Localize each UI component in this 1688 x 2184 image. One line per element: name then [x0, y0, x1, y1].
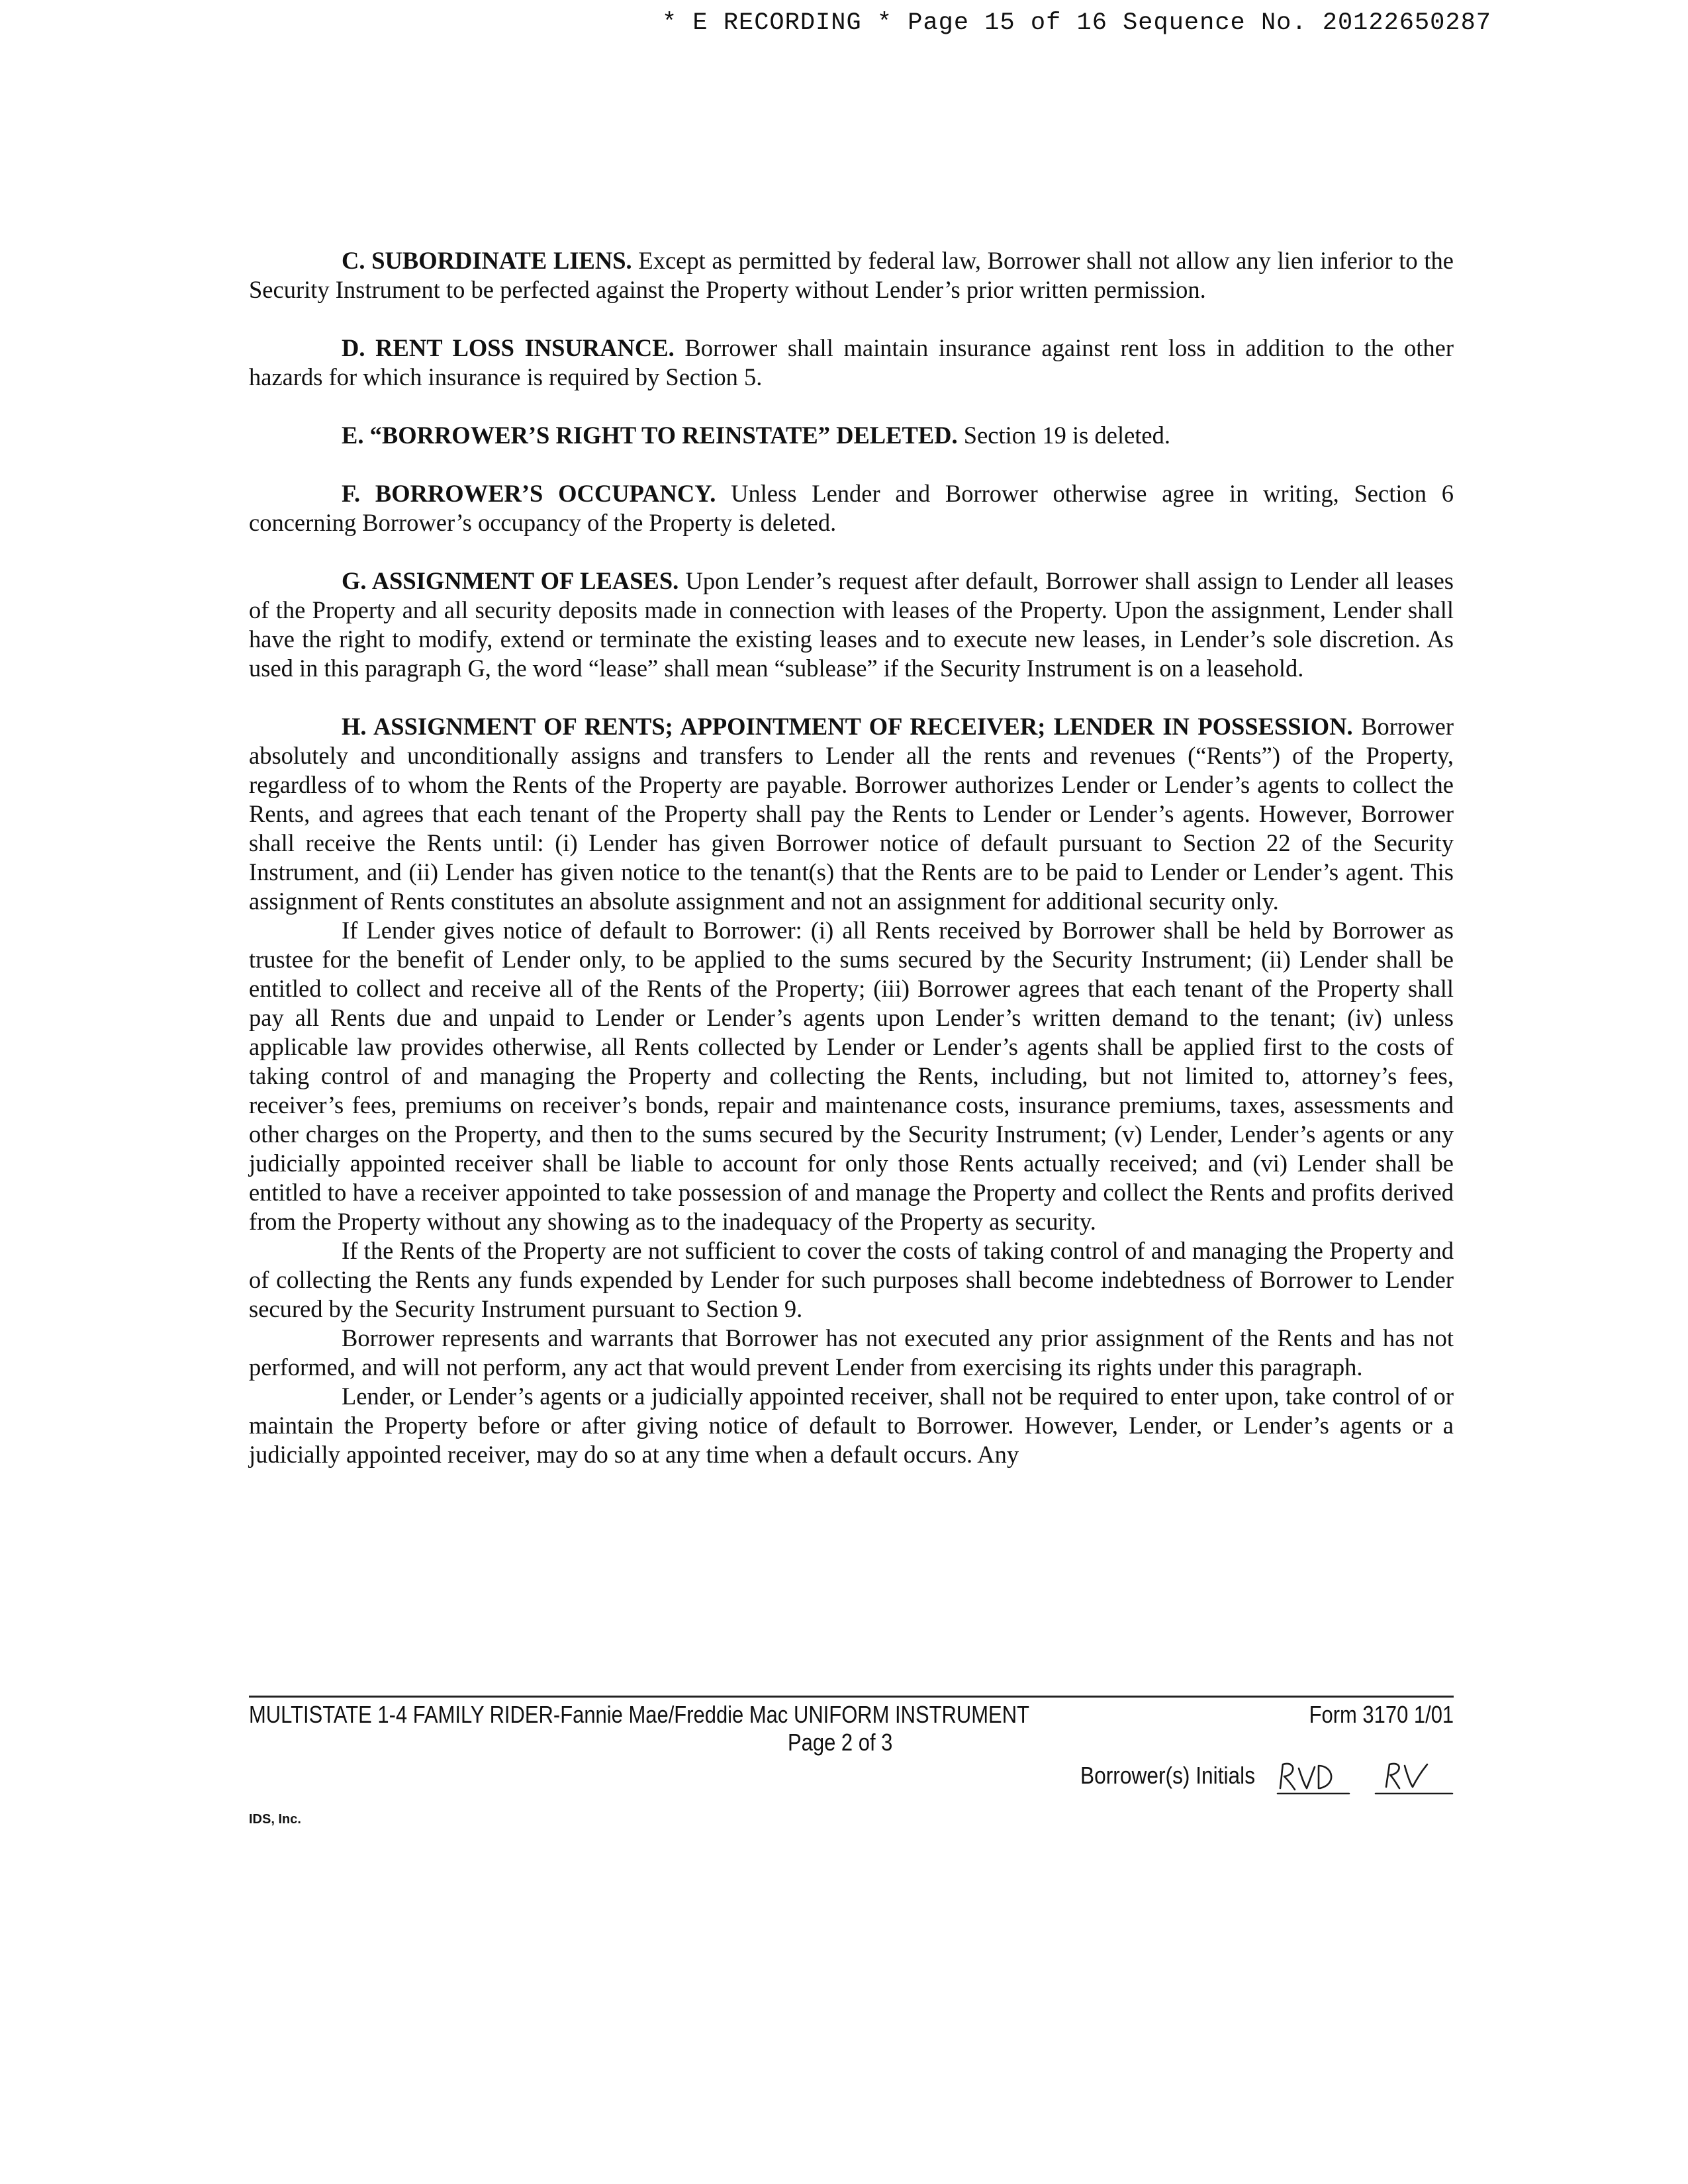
section-e-heading: E. “BORROWER’S RIGHT TO REINSTATE” DELETED. [342, 422, 958, 449]
initials-1-stroke-v [1299, 1767, 1315, 1788]
section-f [249, 479, 1454, 537]
section-e-text: Section 19 is deleted. [957, 422, 1171, 449]
page-number: Page 2 of 3 [788, 1729, 893, 1756]
section-h-paragraph-5: Lender, or Lender’s agents or a judicially appointed receiver, shall not be required to enter upon, take control of or maintain the Property before or after giving notice of default to Borrower. However, Lender, or Lender’s agents or a judicially appointed receiver, may do so at any time when a default occurs. Any [249, 1383, 1454, 1468]
initials-2-stroke-v [1405, 1764, 1427, 1787]
section-h-text: Borrower absolutely and unconditionally assigns and transfers to Lender all the rents and revenues (“Rents”) of the Property, regardless of to whom the Rents of the Property are payable. Borrower authorizes Lender or Lender’s agents to collect the Rents, and agrees that each tenant of the Property shall pay the Rents to Lender or Lender’s agents. However, Borrower shall receive the Rents until: (i) Lender has given Borrower notice of default pursuant to Section 22 of the Security Instrument, and (ii) Lender has given notice to the tenant(s) that the Rents are to be paid to Lender or Lender’s agent. This assignment of Rents constitutes an absolute assignment and not an assignment for additional security only. [249, 713, 1454, 915]
initials-1-stroke [1280, 1764, 1295, 1790]
section-c-text: Except as permitted by federal law, Borrower shall not allow any lien inferior to the Security Instrument to be perfected against the Property without Lender’s prior written permission. [249, 247, 1454, 303]
section-f-text: Unless Lender and Borrower otherwise agree in writing, Section 6 concerning Borrower’s occupancy of the Property is deleted. [249, 480, 1454, 536]
section-g-text: Upon Lender’s request after default, Borrower shall assign to Lender all leases of the Property and all security deposits made in connection with leases of the Property. Upon the assignment, Lender shall have the right to modify, extend or terminate the existing leases and to execute new leases, in Lender’s sole discretion. As used in this paragraph G, the word “lease” shall mean “sublease” if the Security Instrument is on a leasehold. [249, 567, 1454, 682]
form-title: MULTISTATE 1-4 FAMILY RIDER-Fannie Mae/Freddie Mac UNIFORM INSTRUMENT [249, 1701, 1029, 1728]
section-c-heading: C. SUBORDINATE LIENS. [342, 247, 632, 274]
section-d-text: Borrower shall maintain insurance against rent loss in addition to the other hazards for which insurance is required by Section 5. [249, 334, 1454, 390]
initials-label: Borrower(s) Initials [1080, 1762, 1256, 1789]
section-d [249, 334, 1454, 392]
footer-rule [249, 1696, 1454, 1698]
section-f-heading: F. BORROWER’S OCCUPANCY. [342, 480, 716, 507]
section-g-heading: G. ASSIGNMENT OF LEASES. [342, 567, 679, 594]
initials-signature [1276, 1758, 1455, 1797]
vendor-mark: IDS, Inc. [249, 1812, 301, 1827]
initials-1-stroke-d [1319, 1766, 1331, 1788]
section-h [249, 712, 1454, 916]
section-h-paragraph-3: If the Rents of the Property are not sufficient to cover the costs of taking control of and managing the Property and of collecting the Rents any funds expended by Lender for such purposes shall become indebtedness of Borrower to Lender secured by the Security Instrument pursuant to Section 9. [249, 1237, 1454, 1322]
section-h-heading: H. ASSIGNMENT OF RENTS; APPOINTMENT OF RECEIVER; LENDER IN POSSESSION. [342, 713, 1353, 740]
section-c [249, 246, 1454, 304]
recording-stamp: * E RECORDING * Page 15 of 16 Sequence No. 20122650287 [662, 9, 1491, 37]
form-number: Form 3170 1/01 [1309, 1701, 1454, 1728]
section-h-paragraph-2: If Lender gives notice of default to Borrower: (i) all Rents received by Borrower shall be held by Borrower as trustee for the benefit of Lender only, to be applied to the sums secured by the Security Instrument; (ii) Lender shall be entitled to collect and receive all of the Rents of the Property; (iii) Borrower agrees that each tenant of the Property shall pay all Rents due and unpaid to Lender or Lender’s agents upon Lender’s written demand to the tenant; (iv) unless applicable law provides otherwise, all Rents collected by Lender or Lender’s agents shall be applied first to the costs of taking control of and managing the Property and collecting the Rents, including, but not limited to, attorney’s fees, receiver’s fees, premiums on receiver’s bonds, repair and maintenance costs, insurance premiums, taxes, assessments and other charges on the Property, and then to the sums secured by the Security Instrument; (v) Lender, Lender’s agents or any judicially appointed receiver shall be liable to account for only those Rents actually received; and (vi) Lender shall be entitled to have a receiver appointed to take possession of and manage the Property and collect the Rents and profits derived from the Property without any showing as to the inadequacy of the Property as security. [249, 917, 1454, 1235]
section-h-paragraph-4: Borrower represents and warrants that Borrower has not executed any prior assignment of the Rents and has not performed, and will not perform, any act that would prevent Lender from exercising its rights under this paragraph. [249, 1324, 1454, 1381]
document-body [249, 246, 1454, 1469]
section-g [249, 567, 1454, 683]
section-d-heading: D. RENT LOSS INSURANCE. [342, 334, 675, 361]
section-e [249, 421, 1454, 450]
initials-row [1033, 1758, 1456, 1797]
initials-2-stroke [1386, 1764, 1399, 1788]
